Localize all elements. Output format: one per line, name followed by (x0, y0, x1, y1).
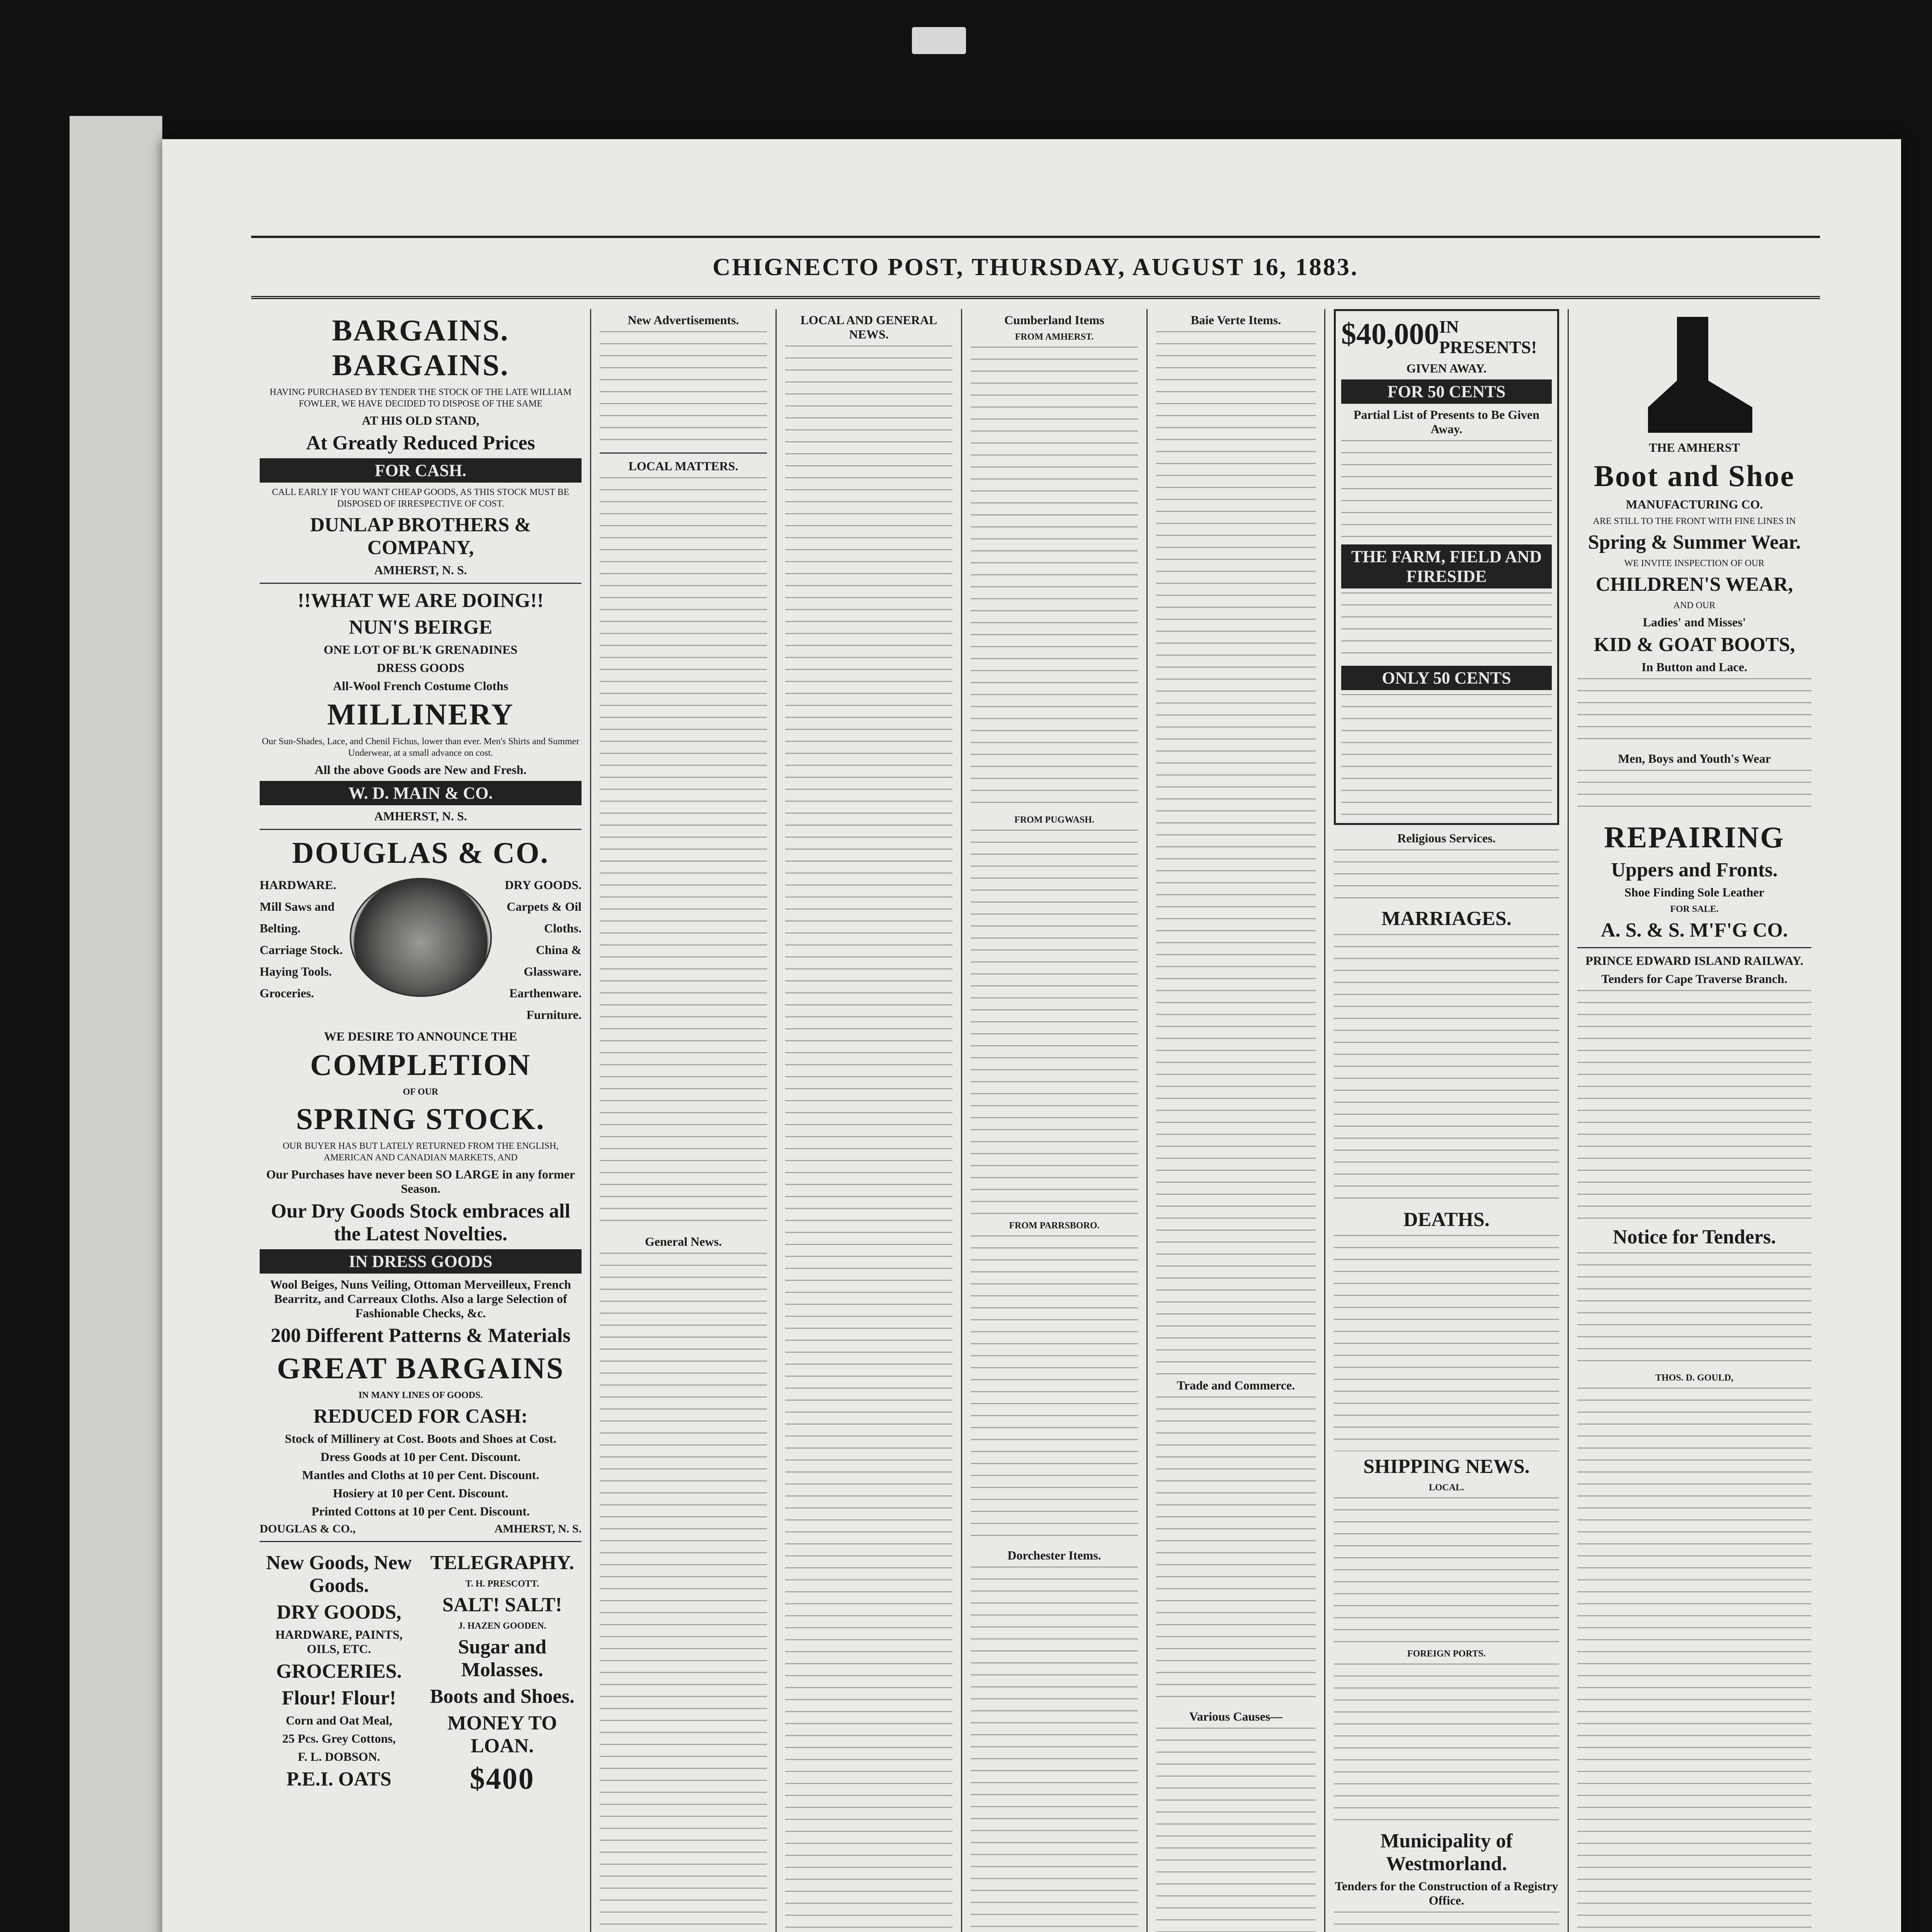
never-so-large: Our Purchases have never been SO LARGE in any former Season. (266, 1167, 575, 1196)
money-to-loan: MONEY TO LOAN. (447, 1712, 557, 1757)
douglas-left-list (260, 874, 345, 1026)
dept-item: Carriage Stock. (260, 943, 343, 957)
ads-index-text (600, 331, 767, 447)
presents-header (1341, 316, 1552, 357)
prescott-gooden-ads (423, 1548, 582, 1800)
douglas-right-list (497, 874, 582, 1026)
announce: WE DESIRE TO ANNOUNCE THE (324, 1029, 517, 1043)
repairing: REPAIRING (1604, 820, 1785, 854)
prescott-name: T. H. PRESCOTT. (465, 1579, 539, 1589)
hosiery-discount: Hosiery at 10 per Cent. Discount. (333, 1486, 509, 1500)
amherst-text (971, 347, 1138, 810)
trade-commerce: Trade and Commerce. (1177, 1378, 1295, 1392)
divider (1577, 947, 1811, 948)
marriages-text (1334, 934, 1559, 1204)
tenders-registry: Tenders for the Construction of a Registry Office. (1335, 1879, 1558, 1907)
religious-text (1334, 849, 1559, 903)
dunlap-place: AMHERST, N. S. (374, 563, 467, 577)
dept-item: Earthenware. (509, 986, 582, 1000)
local-general-news: LOCAL AND GENERAL NEWS. (800, 313, 937, 341)
shoe-finding: Shoe Finding Sole Leather (1624, 885, 1764, 899)
of-our: OF OUR (403, 1087, 439, 1097)
pei-railway: PRINCE EDWARD ISLAND RAILWAY. (1585, 954, 1803, 968)
douglas-footer (260, 1522, 582, 1536)
telegraphy: TELEGRAPHY. (430, 1552, 574, 1574)
sugar-molasses: Sugar and Molasses. (458, 1636, 547, 1681)
dress-goods: DRESS GOODS (377, 661, 464, 675)
notice-for-tenders: Notice for Tenders. (1612, 1226, 1776, 1248)
local-shipping: LOCAL. (1429, 1483, 1464, 1493)
dunlap-brothers: DUNLAP BROTHERS & COMPANY, (310, 514, 531, 559)
local-general-text (785, 345, 952, 1932)
presents-amount: $40,000 (1341, 317, 1439, 350)
douglas-departments (260, 874, 582, 1026)
farm-field-fireside: THE FARM, FIELD AND FIRESIDE (1341, 544, 1552, 588)
boots-shoes-heading: Boots and Shoes. (430, 1685, 575, 1708)
shipping-news: SHIPPING NEWS. (1363, 1456, 1530, 1478)
douglas-footer-name: DOUGLAS & CO., (260, 1522, 356, 1535)
columns (251, 309, 1820, 1932)
reduced-prices: At Greatly Reduced Prices (306, 432, 535, 454)
and-our: AND OUR (1673, 600, 1716, 611)
mantles-discount: Mantles and Cloths at 10 per Cent. Discount. (302, 1468, 539, 1482)
spring-summer-wear: Spring & Summer Wear. (1588, 531, 1801, 553)
religious-services: Religious Services. (1397, 831, 1496, 845)
foreign-ports: FOREIGN PORTS. (1407, 1649, 1486, 1659)
for-50-cents: FOR 50 CENTS (1341, 379, 1552, 404)
asmfg-co: A. S. & S. M'F'G CO. (1601, 919, 1788, 941)
gooden-name: J. HAZEN GOODEN. (458, 1621, 546, 1631)
divider (260, 583, 582, 584)
dry-goods-heading: DRY GOODS, (276, 1601, 401, 1623)
patterns: 200 Different Patterns & Materials (270, 1325, 571, 1347)
bottom-ads-text (1577, 1388, 1811, 1932)
railway-text (1577, 990, 1811, 1222)
sunshades: Our Sun-Shades, Lace, and Chenil Fichus, lower than ever. Men's Shirts and Summer Underwear, at a small advance on cost. (262, 736, 580, 758)
marriages: MARRIAGES. (1381, 908, 1512, 930)
hardware-paints: HARDWARE, PAINTS, OILS, ETC. (275, 1628, 403, 1656)
button-lace: In Button and Lace. (1641, 660, 1747, 674)
dept-item: Furniture. (526, 1008, 582, 1022)
dress-discount: Dress Goods at 10 per Cent. Discount. (320, 1450, 521, 1464)
store-building-image (350, 878, 492, 997)
masthead: CHIGNECTO POST, THURSDAY, AUGUST 16, 1883. (251, 236, 1820, 299)
dorchester-items: Dorchester Items. (1007, 1548, 1101, 1562)
dept-item: Groceries. (260, 986, 314, 1000)
from-amherst: FROM AMHERST. (1015, 332, 1094, 342)
reduced-for-cash: REDUCED FOR CASH: (313, 1405, 528, 1427)
column-5 (1148, 309, 1325, 1932)
column-2 (591, 309, 777, 1932)
presents-ad (1334, 309, 1559, 825)
spring-stock: SPRING STOCK. (296, 1102, 545, 1136)
store-engraving (350, 874, 492, 1026)
tenders-cape-traverse: Tenders for Cape Traverse Branch. (1601, 972, 1787, 986)
for-sale: FOR SALE. (1670, 904, 1719, 914)
pei-oats: P.E.I. OATS (286, 1768, 392, 1790)
groceries-heading: GROCERIES. (276, 1660, 402, 1682)
presents-word: IN PRESENTS! (1439, 317, 1537, 357)
for-cash-bar: FOR CASH. (260, 458, 582, 483)
binder-clip (912, 27, 966, 54)
corn-oat: Corn and Oat Meal, (286, 1713, 393, 1727)
column-4 (962, 309, 1148, 1932)
from-parrsboro: FROM PARRSBORO. (1009, 1221, 1100, 1231)
uppers-fronts: Uppers and Fronts. (1611, 859, 1778, 881)
millinery: MILLINERY (327, 697, 514, 731)
boot-and-shoe: Boot and Shoe (1594, 459, 1795, 493)
new-advertisements: New Advertisements. (628, 313, 739, 327)
divider (260, 829, 582, 830)
wool-beiges: Wool Beiges, Nuns Veiling, Ottoman Merveilleux, French Bearritz, and Carreaux Cloths. Also a large Selection of Fashionable Checks, &c. (270, 1277, 571, 1320)
dept-item: HARDWARE. (260, 878, 337, 892)
local-matters-text (600, 477, 767, 1231)
foreign-ports-text (1334, 1663, 1559, 1826)
newspaper-page (162, 139, 1901, 1932)
manufacturing-co: MANUFACTURING CO. (1626, 497, 1763, 511)
dorchester-text (971, 1566, 1138, 1932)
dept-item: Haying Tools. (260, 964, 332, 978)
municipality: Municipality of Westmorland. (1380, 1830, 1513, 1875)
divider (260, 1541, 582, 1542)
the-amherst: THE AMHERST (1649, 440, 1740, 454)
dept-item: Mill Saws and Belting. (260, 900, 335, 935)
douglas-footer-place: AMHERST, N. S. (494, 1522, 582, 1535)
men-boys-youth: Men, Boys and Youth's Wear (1618, 752, 1771, 765)
nuns-beirge: NUN'S BEIRGE (349, 616, 493, 638)
main-co: W. D. MAIN & CO. (260, 781, 582, 805)
call-early: CALL EARLY IF YOU WANT CHEAP GOODS, AS THIS STOCK MUST BE DISPOSED OF IRRESPECTIVE OF COST. (272, 487, 570, 509)
old-stand: AT HIS OLD STAND, (362, 413, 480, 427)
various-causes: Various Causes— (1189, 1709, 1283, 1723)
general-news-text (600, 1253, 767, 1932)
bargains-intro: HAVING PURCHASED BY TENDER THE STOCK OF THE LATE WILLIAM FOWLER, WE HAVE DECIDED TO DISPOSE OF THE SAME (269, 387, 572, 409)
flour-heading: Flour! Flour! (282, 1687, 396, 1709)
stock-millinery: Stock of Millinery at Cost. Boots and Shoes at Cost. (284, 1432, 557, 1446)
local-shipping-text (1334, 1497, 1559, 1644)
many-lines: IN MANY LINES OF GOODS. (358, 1390, 483, 1400)
dept-item: DRY GOODS. (505, 878, 582, 892)
dry-goods-stock: Our Dry Goods Stock embraces all the Latest Novelties. (271, 1200, 570, 1245)
deaths: DEATHS. (1403, 1209, 1490, 1231)
dobson-name: F. L. DOBSON. (298, 1750, 380, 1764)
still-front: ARE STILL TO THE FRONT WITH FINE LINES IN (1593, 516, 1796, 526)
main-place: AMHERST, N. S. (374, 809, 467, 823)
given-away: GIVEN AWAY. (1406, 361, 1487, 375)
from-pugwash: FROM PUGWASH. (1014, 815, 1094, 825)
new-and-fresh: All the above Goods are New and Fresh. (315, 763, 527, 777)
baie-verte-text (1156, 331, 1316, 1374)
ladies-misses: Ladies' and Misses' (1643, 615, 1746, 629)
partial-list: Partial List of Presents to Be Given Away. (1353, 408, 1540, 436)
local-matters: LOCAL MATTERS. (628, 459, 738, 473)
bargains-title: BARGAINS. BARGAINS. (332, 313, 509, 382)
stock-text (1577, 770, 1811, 816)
childrens-wear: CHILDREN'S WEAR, (1595, 573, 1793, 595)
invite-inspection: WE INVITE INSPECTION OF OUR (1624, 558, 1765, 568)
what-we-are-doing: !!WHAT WE ARE DOING!! (297, 590, 544, 612)
various-text (1156, 1728, 1316, 1932)
dept-item: China & Glassware. (524, 943, 582, 978)
registry-text (1334, 1912, 1559, 1932)
buyer-returned: OUR BUYER HAS BUT LATELY RETURNED FROM THE ENGLISH, AMERICAN AND CANADIAN MARKETS, AND (282, 1141, 559, 1163)
all-wool-cloths: All-Wool French Costume Cloths (333, 679, 509, 693)
grenadines: ONE LOT OF BL'K GRENADINES (323, 643, 518, 656)
parrsboro-text (971, 1235, 1138, 1544)
gould-name: THOS. D. GOULD, (1655, 1373, 1734, 1383)
testimonials-text (1341, 694, 1552, 818)
only-50-cents: ONLY 50 CENTS (1341, 666, 1552, 690)
column-6 (1325, 309, 1569, 1932)
douglas-title: DOUGLAS & CO. (292, 836, 549, 869)
pugwash-text (971, 830, 1138, 1216)
dept-item: Carpets & Oil Cloths. (507, 900, 582, 935)
baie-verte-items: Baie Verte Items. (1190, 313, 1281, 327)
column-3 (777, 309, 962, 1932)
notice-text (1577, 1252, 1811, 1368)
quality-text (1577, 678, 1811, 748)
cumberland-items: Cumberland Items (1004, 313, 1104, 327)
page-edge (70, 116, 162, 1932)
divider (600, 452, 767, 454)
great-bargains: GREAT BARGAINS (277, 1351, 565, 1385)
prize-list-text (1341, 440, 1552, 541)
new-goods: New Goods, New Goods. (266, 1552, 412, 1597)
grey-cottons: 25 Pcs. Grey Cottons, (282, 1731, 396, 1745)
column-ads-left (251, 309, 591, 1932)
completion: COMPLETION (310, 1048, 531, 1082)
column-7 (1569, 309, 1820, 1932)
dobson-ad (260, 1548, 418, 1800)
bottom-ads (260, 1548, 582, 1800)
kid-goat-boots: KID & GOAT BOOTS, (1594, 634, 1795, 656)
trade-text (1156, 1396, 1316, 1706)
in-dress-goods: IN DRESS GOODS (260, 1249, 582, 1274)
money-amount: $400 (469, 1762, 535, 1795)
printed-discount: Printed Cottons at 10 per Cent. Discount. (311, 1504, 530, 1518)
boot-icon (1636, 317, 1752, 433)
salt-heading: SALT! SALT! (442, 1594, 562, 1616)
general-news: General News. (645, 1235, 722, 1248)
deaths-text (1334, 1235, 1559, 1451)
farm-text (1341, 592, 1552, 662)
